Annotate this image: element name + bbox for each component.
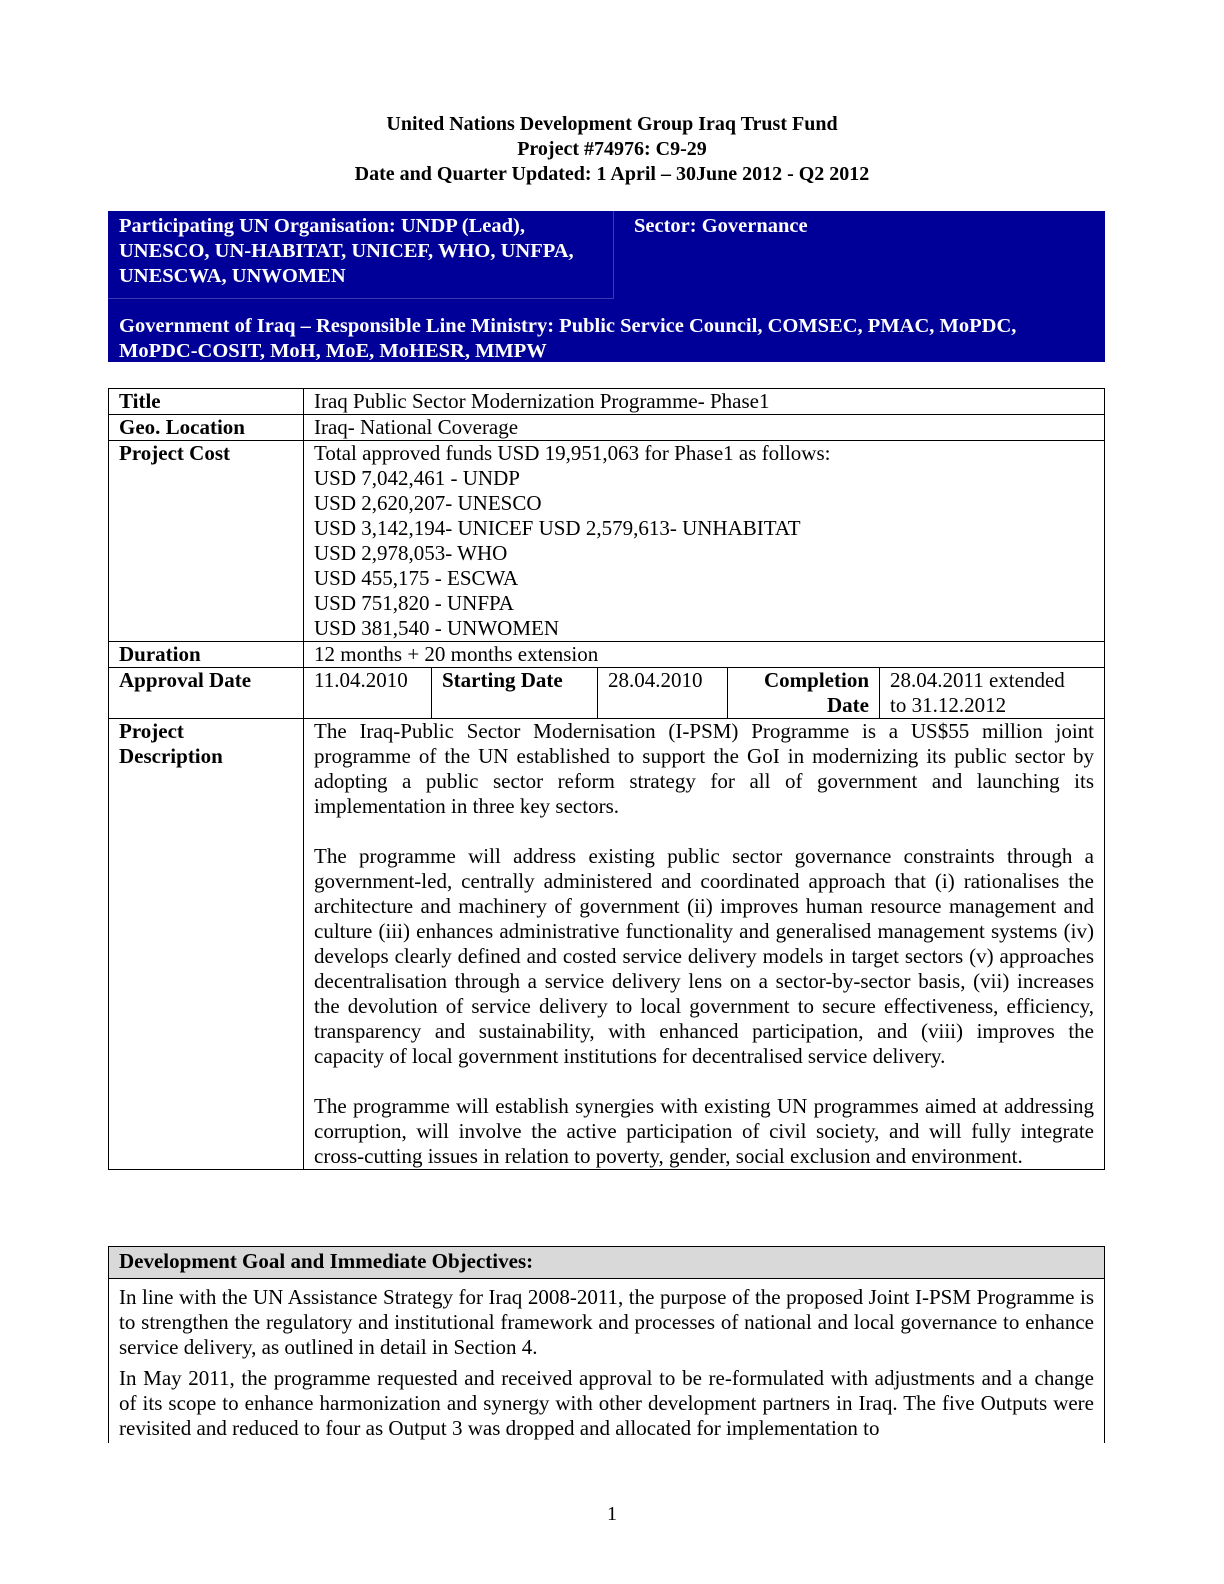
participating-organisations: Participating UN Organisation: UNDP (Lead), UNESCO, UN-HABITAT, UNICEF, WHO, UNFPA, UNESCWA, UNWOMEN [119,215,574,287]
table-row [109,389,1105,415]
duration-label: Duration [109,642,304,668]
divider [108,298,614,299]
approval-date-value: 11.04.2010 [304,668,432,718]
goal-paragraph: In line with the UN Assistance Strategy for Iraq 2008-2011, the purpose of the proposed Joint I-PSM Programme is to strengthen the regulatory and institutional framework and processes of national and local governance to enhance service delivery, as outlined in detail in Section 4. [119,1285,1094,1359]
geo-location-label: Geo. Location [109,415,304,441]
completion-date-label: Completion Date [728,668,880,718]
header-line-1: United Nations Development Group Iraq Trust Fund [386,113,838,135]
starting-date-value: 28.04.2010 [598,668,728,718]
approval-date-label: Approval Date [109,668,304,719]
header-line-2: Project #74976: C9-29 [517,138,707,160]
starting-date-label: Starting Date [432,668,598,718]
development-goal-heading: Development Goal and Immediate Objectives: [109,1247,1105,1279]
project-cost-label: Project Cost [109,441,304,642]
dates-subtable [304,668,1104,718]
project-description-value [304,719,1105,1170]
document-header [0,112,1224,187]
description-paragraph: The programme will address existing public sector governance constraints through a government-led, centrally administered and coordinated approach that (i) rationalises the architecture and machinery of government (ii) improves human resource management and culture (iii) enhances administrative functionality and generalised management systems (iv) develops clearly defined and costed service delivery models in target sectors (v) approaches decentralisation through a service delivery lens on a sector-by-sector basis, (vii) increases the devolution of service delivery to local government to secure effectiveness, efficiency, transparency and sustainability, with enhanced participation, and (viii) improves the capacity of local government institutions for decentralised service delivery. [314,844,1094,1068]
development-goal-body [109,1279,1105,1444]
sector-label: Sector: Governance [634,215,808,237]
title-label: Title [109,389,304,415]
table-row [109,668,1105,719]
project-cost-value: Total approved funds USD 19,951,063 for Phase1 as follows: USD 7,042,461 - UNDP USD 2,620,207- UNESCO USD 3,142,194- UNICEF USD 2,579,613- UNHABITAT USD 2,978,053- WHO USD 455,175 - ESCWA USD 751,820 - UNFPA USD 381,540 - UNWOMEN [304,441,1105,642]
project-info-table [108,388,1105,1170]
table-row [109,719,1105,1170]
project-description-label: Project Description [109,719,304,1170]
title-value: Iraq Public Sector Modernization Programme- Phase1 [304,389,1105,415]
table-row [109,642,1105,668]
description-paragraph: The programme will establish synergies with existing UN programmes aimed at addressing corruption, will involve the active participation of civil society, and will fully integrate cross-cutting issues in relation to poverty, gender, social exclusion and environment. [314,1094,1094,1168]
divider [613,211,614,299]
development-goal-table [108,1246,1105,1443]
geo-location-value: Iraq- National Coverage [304,415,1105,441]
table-row [109,415,1105,441]
dates-cell [304,668,1105,719]
header-line-3: Date and Quarter Updated: 1 April – 30June 2012 - Q2 2012 [354,163,870,185]
description-paragraph: The Iraq-Public Sector Modernisation (I-PSM) Programme is a US$55 million joint programme of the UN established to support the GoI in modernizing its public sector by adopting a public sector reform strategy for all of government and launching its implementation in three key sectors. [314,719,1094,818]
responsible-ministry: Government of Iraq – Responsible Line Ministry: Public Service Council, COMSEC, PMAC, MoPDC, MoPDC-COSIT, MoH, MoE, MoHESR, MMPW [119,315,1017,362]
table-row [109,441,1105,642]
goal-paragraph: In May 2011, the programme requested and received approval to be re-formulated with adjustments and a change of its scope to enhance harmonization and synergy with other development partners in Iraq. The five Outputs were revisited and reduced to four as Output 3 was dropped and allocated for implementation to [119,1366,1094,1440]
organisation-box [108,211,1105,362]
page-number: 1 [607,1503,617,1525]
completion-date-value: 28.04.2011 extended to 31.12.2012 [890,668,1065,717]
duration-value: 12 months + 20 months extension [304,642,1105,668]
